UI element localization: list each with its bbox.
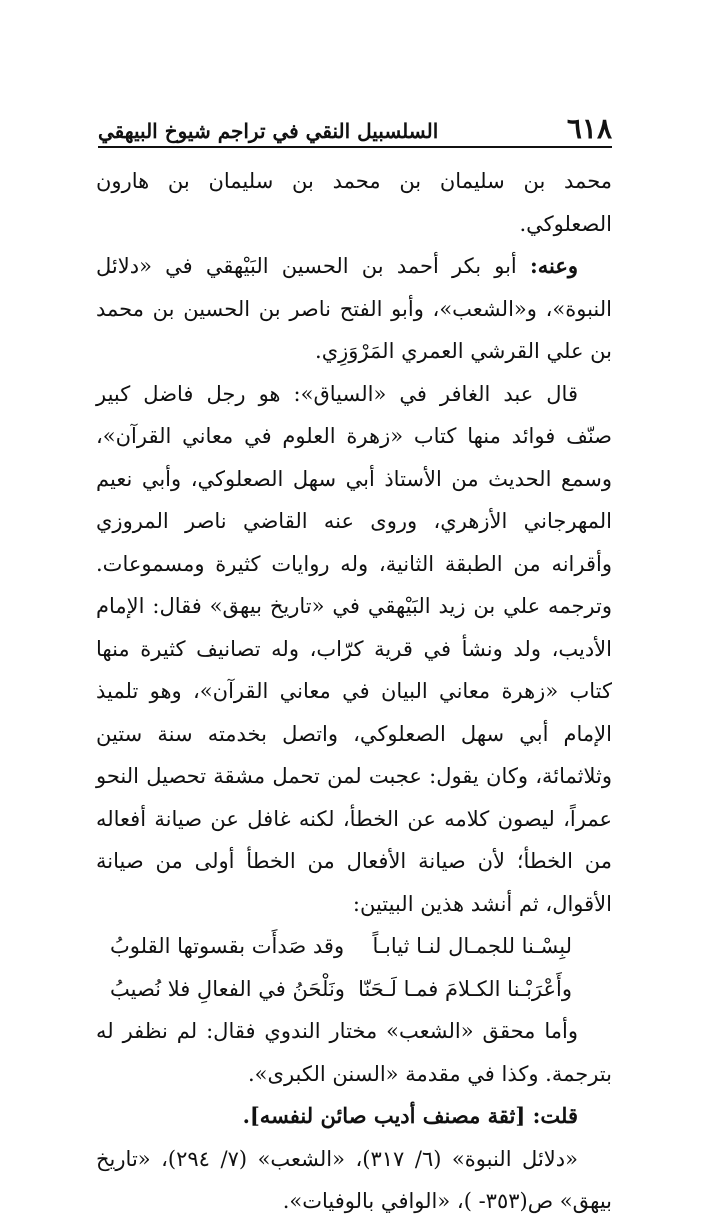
verse-2-second-hemistich: ونَلْحَنُ في الفعالِ فلا نُصيبُ [110,976,345,1001]
main-text [96,160,612,1223]
verdict: قلت: [ثقة مصنف أديب صائن لنفسه]. [242,1103,578,1128]
verse-1-first-hemistich: لبِسْـنا للجمـال لنـا ثيابـاً [372,934,572,958]
book-title: السلسبيل النقي في تراجم شيوخ البيهقي [98,119,439,143]
paragraph-students [96,245,612,373]
paragraph-editor-note: وأما محقق «الشعب» مختار الندوي فقال: لم نظفر له بترجمة. وكذا في مقدمة «السنن الكبرى». [96,1019,612,1086]
verse-1-second-hemistich: وقد صَدأَت بقسوتها القلوبُ [110,934,345,958]
paragraph-biography: قال عبد الغافر في «السياق»: هو رجل فاضل كبير صنّف فوائد منها كتاب «زهرة العلوم في معاني القرآن»، وسمع الحديث من الأستاذ أبي سهل الصعلوكي، وأبي نعيم المهرجاني الأزهري، وروى عنه القاضي ناصر المروزي وأقرانه من الطبقة الثانية، وله روايات كثيرة ومسموعات. وترجمه علي بن زيد البَيْهقي في «تاريخ بيهق» فقال: الإمام الأديب، ولد ونشأ في قرية كرّاب، وله تصانيف كثيرة منها كتاب «زهرة معاني البيان في معاني القرآن»، وهو تلميذ الإمام أبي سهل الصعلوكي، واتصل بخدمته سنة ستين وثلاثمائة، وكان يقول: عجبت لمن تحمل مشقة تحصيل النحو عمراً، ليصون كلامه عن الخطأ، لكنه غافل عن صيانة أفعاله من الخطأ؛ لأن صيانة الأفعال من الخطأ أولى من صيانة الأقوال، ثم أنشد هذين البيتين: [96,381,612,916]
students-lead: وعنه: [529,253,578,278]
verse-2-first-hemistich: وأَعْرَبْـنا الكـلامَ فمـا لَـحَنّا [358,976,572,1001]
sources: «دلائل النبوة» (٦/ ٣١٧)، «الشعب» (٧/ ٢٩٤)، «تاريخ بيهق» ص(٣٥٣- )، «الوافي بالوفيات». [96,1146,612,1213]
page-header [98,112,612,148]
verse-line-2 [96,968,612,1011]
paragraph-lineage: محمد بن سليمان بن محمد بن سليمان بن هارون الصعلوكي. [96,169,612,236]
verse-line-1 [96,925,612,968]
page-number: ٦١٨ [566,112,612,145]
students-text: أبو بكر أحمد بن الحسين البَيْهقي في «دلائل النبوة»، و«الشعب»، وأبو الفتح ناصر بن الحسين بن محمد بن علي القرشي العمري المَرْوَزِي. [96,254,612,363]
